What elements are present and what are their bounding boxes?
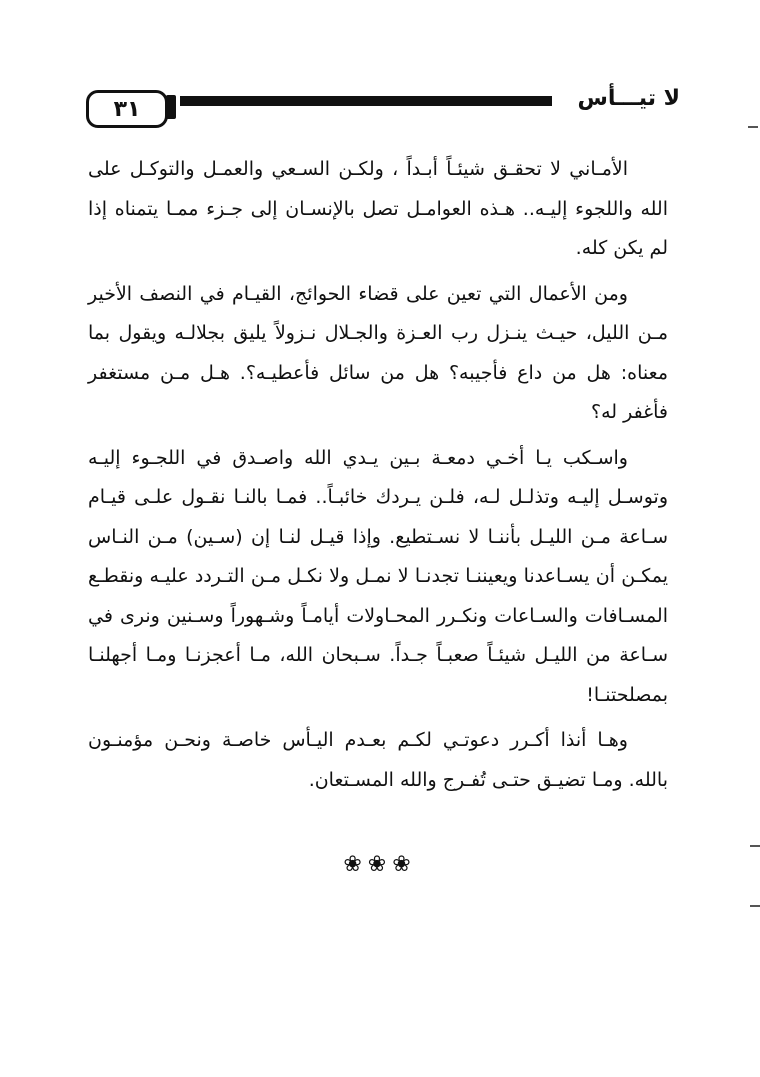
body-text [88, 150, 668, 806]
page-header [80, 86, 680, 128]
scan-margin-mark [748, 126, 758, 128]
scan-margin-mark [750, 905, 760, 907]
section-ornament-flowers: ❀❀❀ [343, 852, 417, 877]
page-number: ٣١ [86, 90, 168, 128]
paragraph-3: واسـكب يـا أخـي دمعـة بـين يـدي الله واصـدق في اللجـوء إليـه وتوسـل إليـه وتذلـل لـه، فلـن يـردك خائبـاً.. فمـا بالنـا نقـول علـى قيـام سـاعة مـن الليـل بأننـا لا نسـتطيع. وإذا قيـل لنـا إن (سـين) مـن النـاس يمكـن أن يسـاعدنا ويعيننـا تجدنـا لا نمـل ولا نكـل مـن التـردد عليـه ونقطـع المسـافات والسـاعات ونكـرر المحـاولات أيامـاً وشـهوراً وسـنين ونرى في سـاعة من الليـل شيئـاً صعبـاً جـداً. سـبحان الله، مـا أعجزنـا ومـا أجهلنـا بمصلحتنـا! [88, 446, 668, 706]
paragraph-2: ومن الأعمال التي تعين على قضاء الحوائج، القيـام في النصف الأخير مـن الليل، حيـث ينـزل رب العـزة والجـلال نـزولاً يليق بجلالـه ويقول بما معناه: هل من داع فأجيبه؟ هل من سائل فأعطيـه؟. هـل مـن مستغفر فأغفر له؟ [88, 282, 668, 423]
running-title: لا تيـــأس [577, 86, 680, 111]
header-rule [180, 96, 552, 106]
scan-margin-mark [750, 845, 760, 847]
paragraph-1: الأمـاني لا تحقـق شيئـاً أبـداً ، ولكـن السـعي والعمـل والتوكـل على الله واللجوء إليـه.. هـذه العوامـل تصل بالإنسـان إلى جـزء ممـا يتمناه إذا لم يكن كله. [88, 158, 668, 259]
header-rule-cap [166, 95, 176, 119]
paragraph-4: وهـا أنذا أكـرر دعوتـي لكـم بعـدم اليـأس خاصـة ونحـن مؤمنـون بالله. ومـا تضيـق حتـى تُفـرج والله المسـتعان. [88, 729, 668, 791]
